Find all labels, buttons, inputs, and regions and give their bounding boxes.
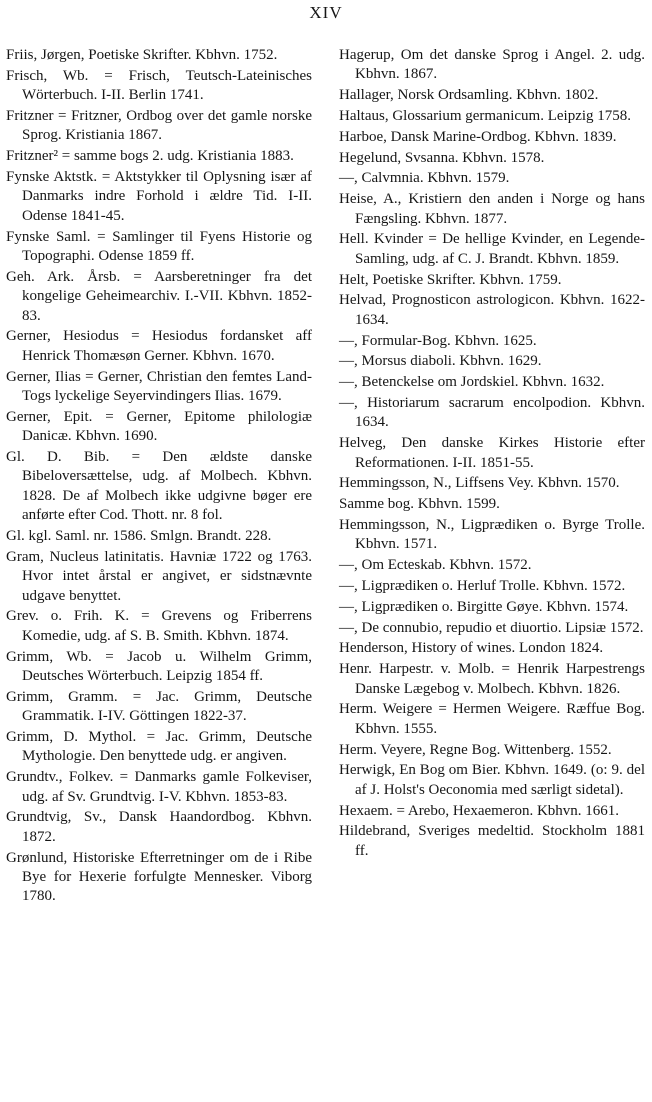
bibliography-entry: Herm. Weigere = Hermen Weigere. Ræffue Bog. Kbhvn. 1555. [339, 701, 645, 737]
bibliography-entry: Grønlund, Historiske Efterretninger om de i Ribe Bye for Hexerie forfulgte Mennesker. Viborg 1780. [6, 849, 312, 905]
bibliography-entry: Grimm, D. Mythol. = Jac. Grimm, Deutsche Mythologie. Den benyttede udg. er angiven. [6, 729, 312, 765]
bibliography-entry: Gl. D. Bib. = Den ældste danske Bibeloversættelse, udg. af Molbech. Kbhvn. 1828. De af Molbech ikke udgivne bøger ere anførte efter Cod. Thott. nr. 8 fol. [6, 449, 312, 524]
bibliography-entry: —, Morsus diaboli. Kbhvn. 1629. [339, 353, 542, 370]
bibliography-entry: Herm. Veyere, Regne Bog. Wittenberg. 1552. [339, 741, 612, 758]
bibliography-entry: Hallager, Norsk Ordsamling. Kbhvn. 1802. [339, 87, 599, 104]
bibliography-entry: Fynske Saml. = Samlinger til Fyens Historie og Topographi. Odense 1859 ff. [6, 228, 312, 265]
bibliography-entry: Grimm, Gramm. = Jac. Grimm, Deutsche Grammatik. I-IV. Göttingen 1822-37. [6, 688, 312, 725]
bibliography-entry: Fritzner = Fritzner, Ordbog over det gamle norske Sprog. Kristiania 1867. [6, 108, 312, 144]
bibliography-entry: Hildebrand, Sveriges medeltid. Stockholm 1881 ff. [339, 823, 645, 859]
bibliography-entry: Grimm, Wb. = Jacob u. Wilhelm Grimm, Deutsches Wörterbuch. Leipzig 1854 ff. [6, 648, 312, 685]
bibliography-entry: Henr. Harpestr. v. Molb. = Henrik Harpestrengs Danske Lægebog v. Molbech. Kbhvn. 1826. [339, 661, 645, 697]
right-column [339, 46, 645, 863]
left-column [6, 46, 312, 908]
bibliography-entry: Grundtvig, Sv., Dansk Haandordbog. Kbhvn. 1872. [6, 809, 312, 845]
bibliography-entry: —, Calvmnia. Kbhvn. 1579. [339, 170, 510, 187]
bibliography-entry: Gram, Nucleus latinitatis. Havniæ 1722 og 1763. Hvor intet årstal er angivet, er sidstnævnte udgave benyttet. [6, 548, 312, 604]
bibliography-entry: Heise, A., Kristiern den anden i Norge og hans Fængsling. Kbhvn. 1877. [339, 191, 645, 227]
bibliography-entry: Helt, Poetiske Skrifter. Kbhvn. 1759. [339, 271, 562, 288]
bibliography-entry: Harboe, Dansk Marine-Ordbog. Kbhvn. 1839. [339, 128, 617, 145]
bibliography-entry: Helveg, Den danske Kirkes Historie efter Reformationen. I-II. 1851-55. [339, 435, 645, 471]
bibliography-entry: Hexaem. = Arebo, Hexaemeron. Kbhvn. 1661. [339, 802, 620, 819]
bibliography-entry: Friis, Jørgen, Poetiske Skrifter. Kbhvn. 1752. [6, 47, 278, 63]
bibliography-entry: Hagerup, Om det danske Sprog i Angel. 2. udg. Kbhvn. 1867. [339, 47, 645, 83]
bibliography-entry: Gl. kgl. Saml. nr. 1586. Smlgn. Brandt. 228. [6, 528, 272, 545]
bibliography-entry: Herwigk, En Bog om Bier. Kbhvn. 1649. (o: 9. del af J. Holst's Oeconomia med særligt sidetal). [339, 762, 645, 798]
bibliography-entry: Haltaus, Glossarium germanicum. Leipzig 1758. [339, 108, 632, 124]
bibliography-entry: —, Historiarum sacrarum encolpodion. Kbhvn. 1634. [339, 394, 645, 431]
bibliography-entry: Gerner, Epit. = Gerner, Epitome philologiæ Danicæ. Kbhvn. 1690. [6, 408, 312, 445]
bibliography-entry: Gerner, Hesiodus = Hesiodus fordansket aff Henrick Thomæsøn Gerner. Kbhvn. 1670. [6, 328, 312, 364]
bibliography-entry: —, Formular-Bog. Kbhvn. 1625. [339, 332, 537, 349]
bibliography-entry: Fynske Aktstk. = Aktstykker til Oplysning især af Danmarks indre Forhold i ældre Tid. I-II. Odense 1841-45. [6, 169, 312, 224]
bibliography-entry: Frisch, Wb. = Frisch, Teutsch-Lateinisches Wörterbuch. I-II. Berlin 1741. [6, 67, 312, 104]
bibliography-entry: Hegelund, Svsanna. Kbhvn. 1578. [339, 149, 545, 166]
bibliography-entry: Gerner, Ilias = Gerner, Christian den femtes Land-Togs lyckelige Seyervindingers Ilias. 1679. [6, 368, 312, 405]
bibliography-entry: Fritzner² = samme bogs 2. udg. Kristiania 1883. [6, 148, 294, 165]
bibliography-entry: Hemmingsson, N., Ligprædiken o. Byrge Trolle. Kbhvn. 1571. [339, 516, 645, 553]
page-number: XIV [309, 3, 343, 22]
bibliography-entry: Helvad, Prognosticon astrologicon. Kbhvn. 1622-1634. [339, 292, 645, 328]
bibliography-entry: —, Ligprædiken o. Birgitte Gøye. Kbhvn. 1574. [339, 598, 629, 615]
bibliography-entry: Samme bog. Kbhvn. 1599. [339, 496, 500, 513]
bibliography-entry: Hemmingsson, N., Liffsens Vey. Kbhvn. 1570. [339, 475, 620, 492]
bibliography-entry: Henderson, History of wines. London 1824. [339, 640, 604, 657]
bibliography-entry: Hell. Kvinder = De hellige Kvinder, en Legende-Samling, udg. af C. J. Brandt. Kbhvn. 1859. [339, 231, 645, 267]
bibliography-entry: —, Om Ecteskab. Kbhvn. 1572. [339, 557, 532, 574]
bibliography-entry: —, Ligprædiken o. Herluf Trolle. Kbhvn. 1572. [339, 577, 626, 594]
bibliography-entry: Grev. o. Frih. K. = Grevens og Friberrens Komedie, udg. af S. B. Smith. Kbhvn. 1874. [6, 608, 312, 644]
bibliography-entry: —, De connubio, repudio et diuortio. Lipsiæ 1572. [339, 619, 644, 636]
bibliography-entry: Grundtv., Folkev. = Danmarks gamle Folkeviser, udg. af Sv. Grundtvig. I-V. Kbhvn. 1853-83. [6, 769, 312, 805]
bibliography-entry: —, Betenckelse om Jordskiel. Kbhvn. 1632. [339, 374, 605, 391]
bibliography-entry: Geh. Ark. Årsb. = Aarsberetninger fra det kongelige Geheimearchiv. I.-VII. Kbhvn. 1852-83. [6, 268, 312, 324]
